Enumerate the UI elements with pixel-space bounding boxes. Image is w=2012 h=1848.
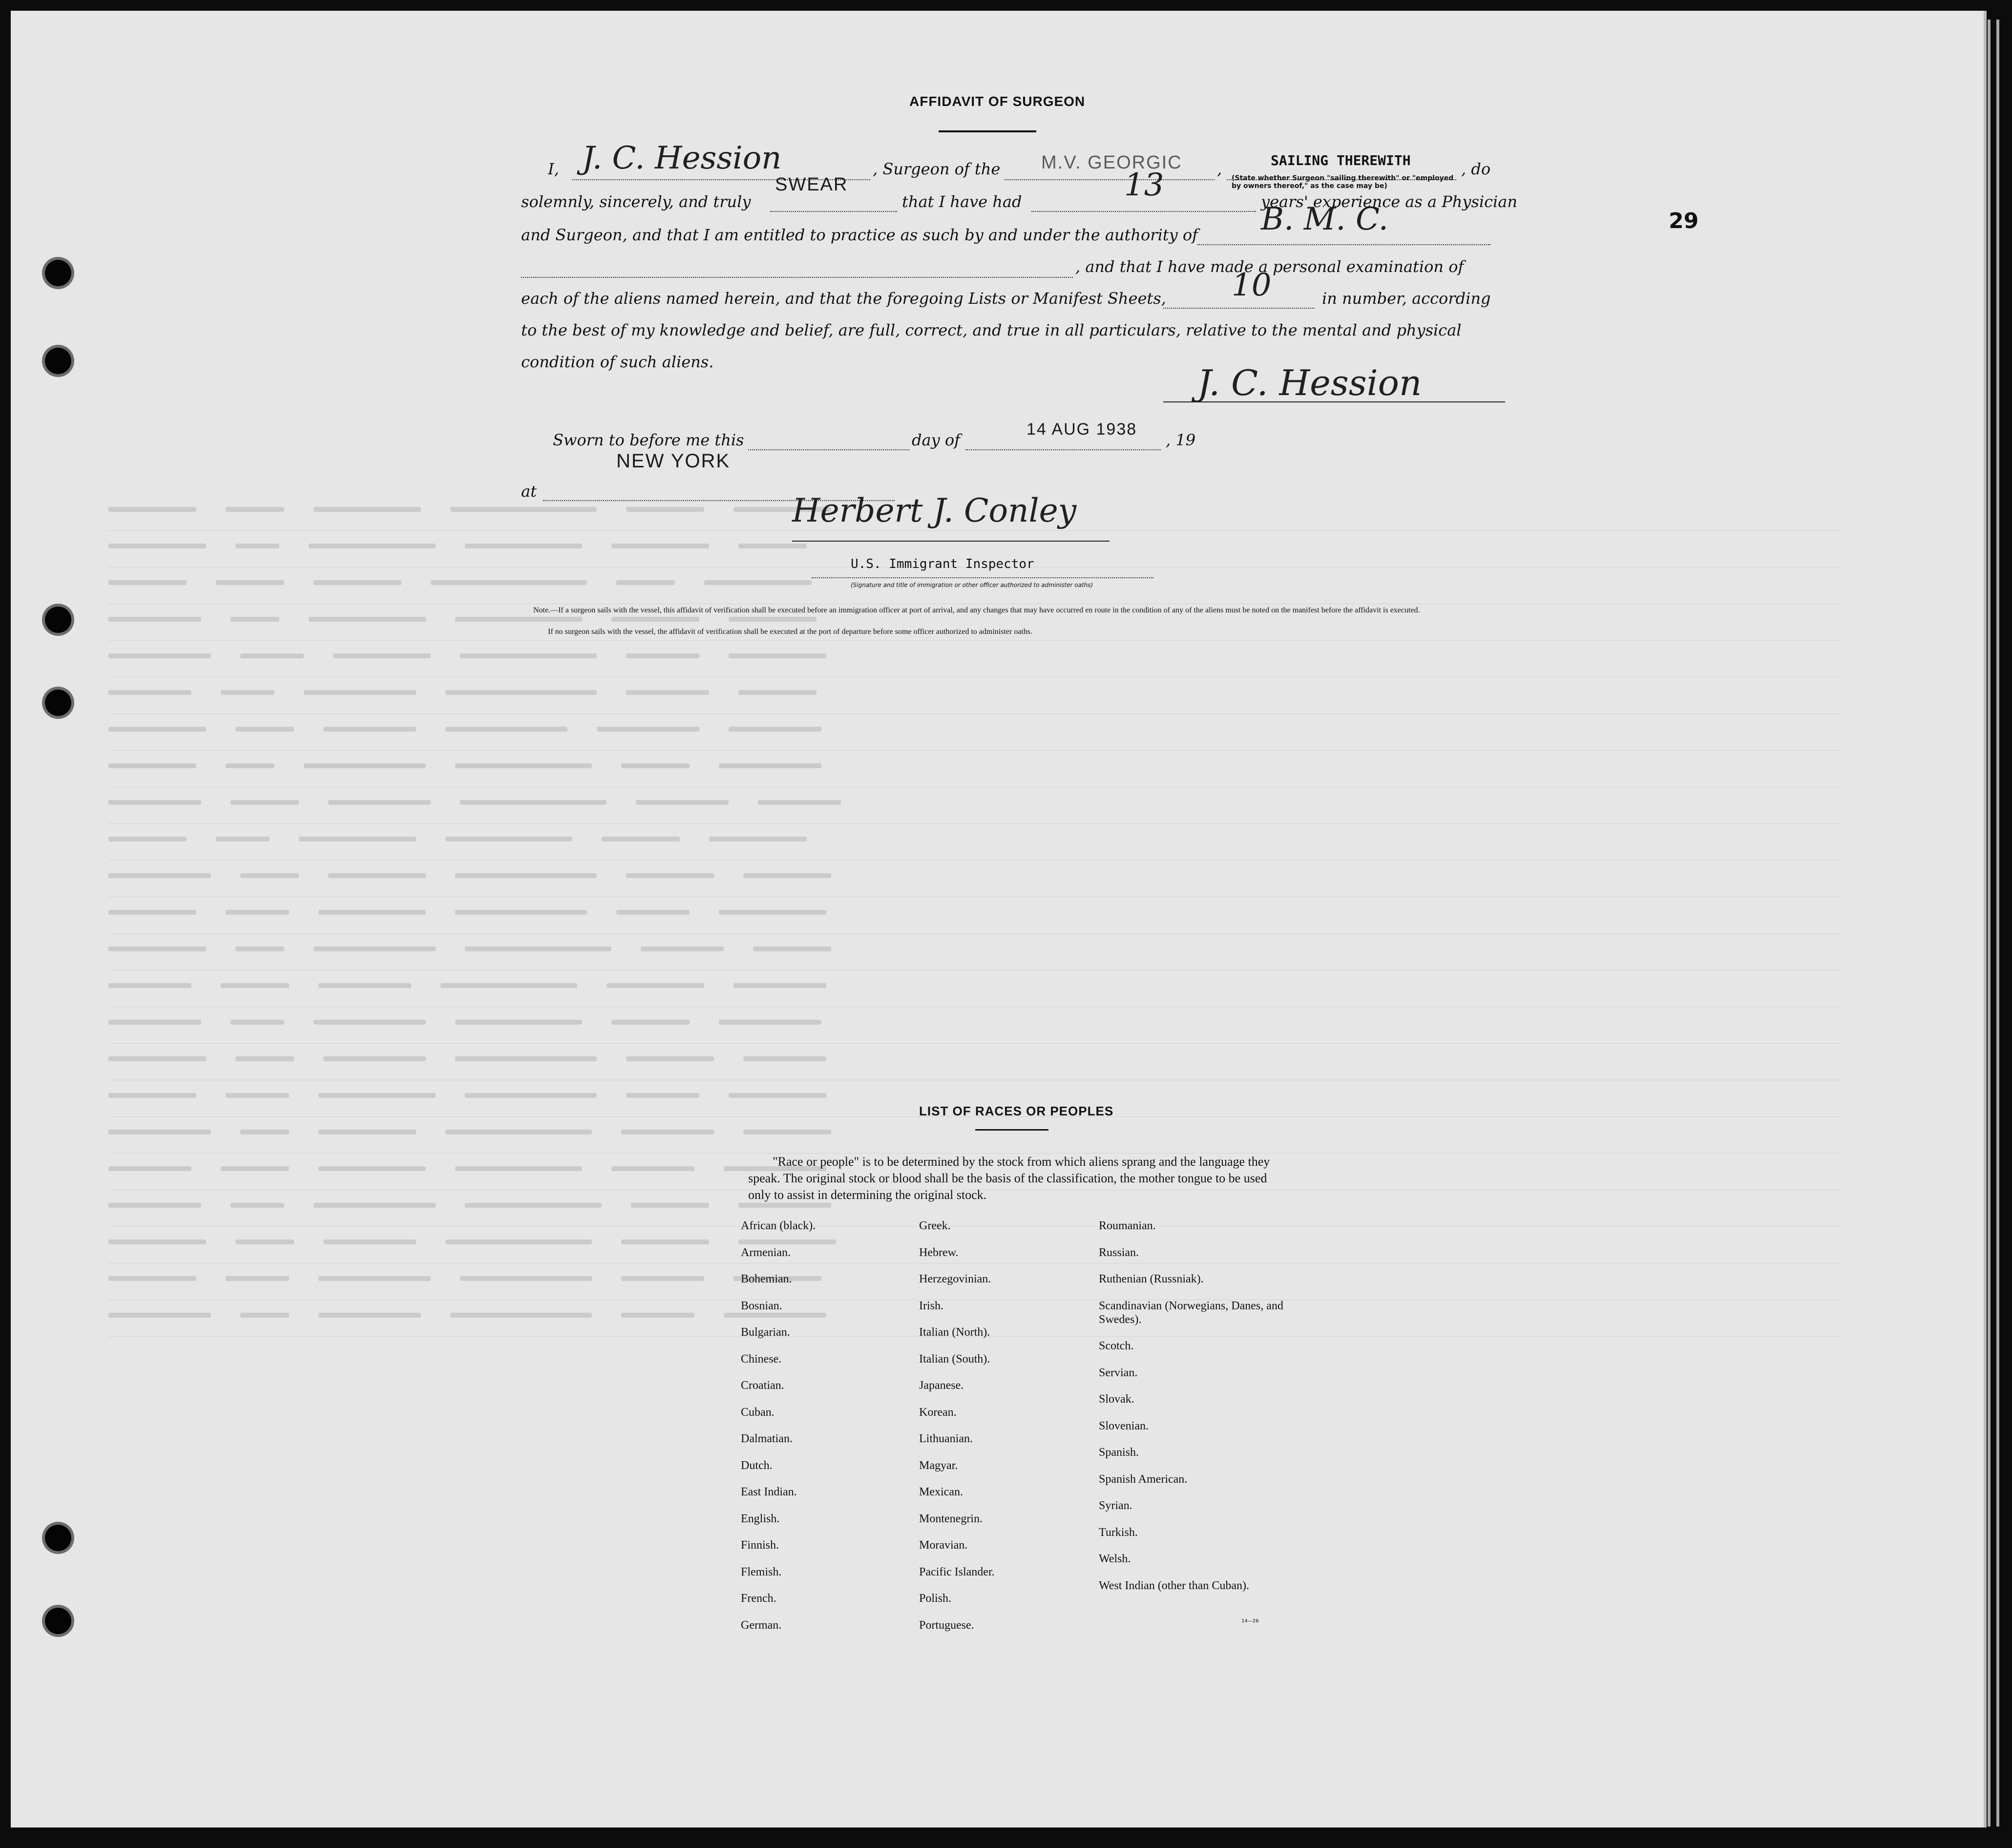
blank-line	[521, 277, 1073, 278]
race-entry: Moravian.	[919, 1539, 968, 1552]
race-entry: Chinese.	[741, 1352, 782, 1365]
date-stamp: 14 AUG 1938	[1027, 420, 1137, 439]
race-entry: Italian (South).	[919, 1352, 990, 1365]
place-stamp: NEW YORK	[616, 450, 731, 472]
race-entry: English.	[741, 1512, 780, 1525]
races-title: LIST OF RACES OR PEOPLES	[919, 1104, 1114, 1118]
race-entry: Hebrew.	[919, 1246, 959, 1259]
race-entry: Flemish.	[741, 1565, 782, 1578]
race-entry: Greek.	[919, 1219, 951, 1232]
vessel-name: M.V. GEORGIC	[1041, 152, 1182, 173]
race-entry: Cuban.	[741, 1406, 775, 1419]
surgeon-signature: J. C. Hession	[1197, 362, 1422, 403]
inspector-title: U.S. Immigrant Inspector	[851, 557, 1034, 571]
races-intro: "Race or people" is to be determined by the stock from which aliens sprang and the language they speak. The original stock or blood shall be the basis of the classification, the mother tongue to be used only to assist in determining the original stock.	[748, 1155, 1270, 1202]
surgeon-name: J. C. Hession	[582, 140, 782, 176]
blank-line	[1031, 211, 1256, 212]
race-entry: French.	[741, 1592, 776, 1605]
race-entry: Polish.	[919, 1592, 952, 1605]
race-entry: Spanish American.	[1099, 1472, 1188, 1486]
licensing-authority: B. M. C.	[1261, 201, 1388, 237]
page-edge	[1996, 20, 1999, 1827]
blank-line	[1005, 179, 1215, 180]
blank-line	[965, 449, 1161, 450]
affidavit-text: years' experience as a Physician	[1261, 192, 1517, 211]
binder-hole	[45, 348, 71, 374]
page-edge	[1988, 20, 1991, 1827]
race-entry: Croatian.	[741, 1379, 784, 1392]
race-entry: Dutch.	[741, 1459, 773, 1472]
race-entry: Finnish.	[741, 1539, 779, 1552]
print-mark: 14—26	[1241, 1618, 1259, 1624]
title-underline	[975, 1129, 1048, 1131]
blank-line	[812, 577, 1153, 578]
race-entry: Scandinavian (Norwegians, Danes, and Swedes).	[1099, 1299, 1283, 1326]
oath-word: SWEAR	[775, 174, 848, 195]
years-experience: 13	[1124, 167, 1164, 203]
race-entry: African (black).	[741, 1219, 816, 1232]
signature-line	[1163, 401, 1505, 402]
race-entry: Irish.	[919, 1299, 943, 1312]
race-entry: Korean.	[919, 1406, 957, 1419]
affidavit-text: in number, according	[1322, 289, 1491, 308]
binder-hole	[45, 607, 71, 633]
signature-caption: (Signature and title of immigration or other officer authorized to administer oaths)	[851, 582, 1093, 588]
affidavit-text: to the best of my knowledge and belief, are full, correct, and true in all particulars, relative to the mental and physical	[521, 321, 1462, 339]
affidavit-text: , Surgeon of the	[873, 160, 1001, 178]
race-entry: West Indian (other than Cuban).	[1099, 1579, 1249, 1592]
race-entry: Bulgarian.	[741, 1326, 790, 1339]
blank-line	[770, 211, 897, 212]
title-underline	[939, 130, 1036, 132]
affidavit-text: each of the aliens named herein, and that the foregoing Lists or Manifest Sheets,	[521, 289, 1166, 308]
affidavit-text: ,	[1217, 160, 1222, 178]
race-entry: Servian.	[1099, 1366, 1138, 1379]
blank-line	[1163, 308, 1315, 309]
race-entry: Armenian.	[741, 1246, 791, 1259]
affidavit-text: condition of such aliens.	[521, 353, 714, 371]
status-note: (State whether Surgeon "sailing therewith" or "employed by owners thereof," as the case may be)	[1232, 174, 1454, 190]
binder-hole	[45, 690, 71, 716]
affidavit-text: , and that I have made a personal examination of	[1075, 257, 1464, 276]
race-entry: East Indian.	[741, 1486, 797, 1498]
blank-line	[748, 449, 909, 450]
race-entry: Scotch.	[1099, 1340, 1134, 1352]
race-entry: Slovak.	[1099, 1393, 1134, 1406]
race-entry: Slovenian.	[1099, 1419, 1149, 1432]
blank-line	[1197, 244, 1490, 245]
binder-hole	[45, 1608, 71, 1634]
race-entry: German.	[741, 1618, 782, 1632]
race-entry: Spanish.	[1099, 1446, 1139, 1459]
sworn-text: , 19	[1166, 431, 1196, 449]
race-entry: Mexican.	[919, 1486, 963, 1498]
sworn-text: day of	[912, 431, 960, 449]
race-entry: Dalmatian.	[741, 1432, 793, 1445]
sworn-text: Sworn to before me this	[553, 431, 744, 449]
note-departure: If no surgeon sails with the vessel, the affidavit of verification shall be executed at the port of departure before some officer authorized to administer oaths.	[548, 628, 1033, 636]
affidavit-text: , do	[1461, 160, 1491, 178]
inspector-signature: Herbert J. Conley	[792, 492, 1077, 529]
race-entry: Japanese.	[919, 1379, 964, 1392]
page-number: 29	[1669, 209, 1699, 233]
sworn-text: at	[521, 482, 537, 501]
race-entry: Welsh.	[1099, 1553, 1131, 1565]
binder-hole	[45, 260, 71, 286]
race-entry: Bosnian.	[741, 1299, 782, 1312]
affidavit-text: solemnly, sincerely, and truly	[521, 192, 751, 211]
note-arrival: Note.—If a surgeon sails with the vessel, this affidavit of verification shall be executed before an immigration officer at port of arrival, and any changes that may have occurred en route in the condition of any of the aliens must be noted on the manifest before the affidavit is executed.	[533, 606, 1420, 614]
race-entry: Montenegrin.	[919, 1512, 983, 1525]
surgeon-status: SAILING THEREWITH	[1271, 152, 1411, 168]
affidavit-title: AFFIDAVIT OF SURGEON	[909, 94, 1086, 109]
race-entry: Russian.	[1099, 1246, 1139, 1259]
race-entry: Herzegovinian.	[919, 1273, 991, 1285]
affidavit-text: that I have had	[902, 192, 1022, 211]
race-entry: Portuguese.	[919, 1618, 974, 1632]
race-entry: Turkish.	[1099, 1526, 1138, 1539]
sheet-count: 10	[1232, 267, 1272, 303]
race-entry: Pacific Islander.	[919, 1565, 995, 1578]
race-entry: Lithuanian.	[919, 1432, 973, 1445]
binder-hole	[45, 1525, 71, 1551]
affidavit-text: and Surgeon, and that I am entitled to practice as such by and under the authority of	[521, 226, 1198, 244]
race-entry: Magyar.	[919, 1459, 958, 1472]
affidavit-text: I,	[548, 160, 559, 178]
race-entry: Ruthenian (Russniak).	[1099, 1273, 1204, 1285]
manifest-page	[11, 11, 1987, 1827]
race-entry: Bohemian.	[741, 1273, 792, 1285]
signature-line	[792, 541, 1110, 542]
race-entry: Italian (North).	[919, 1326, 990, 1339]
race-entry: Roumanian.	[1099, 1219, 1156, 1232]
race-entry: Syrian.	[1099, 1499, 1132, 1512]
